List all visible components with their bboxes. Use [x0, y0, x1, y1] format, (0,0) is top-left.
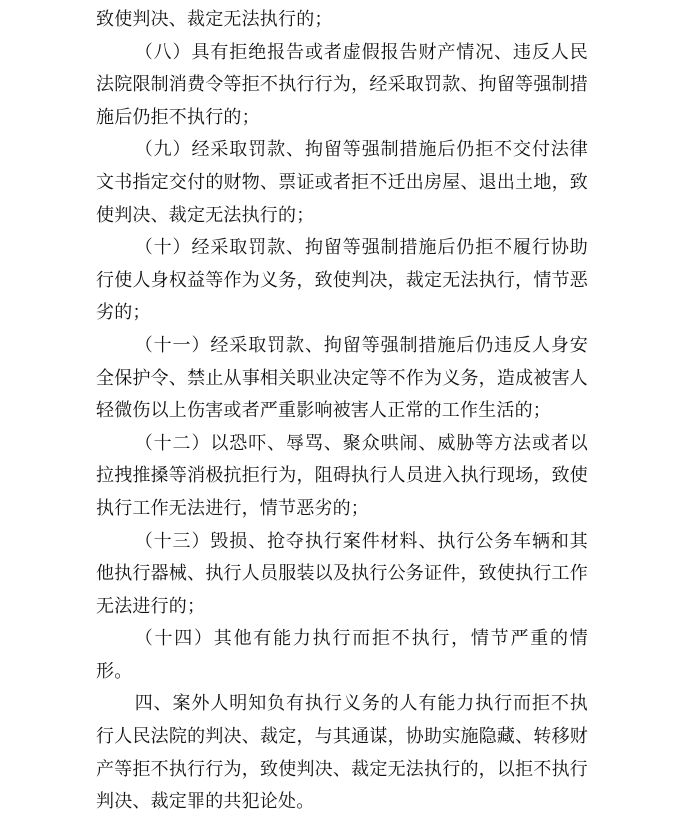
- paragraph-item-9: （九）经采取罚款、拘留等强制措施后仍拒不交付法律文书指定交付的财物、票证或者拒不迁出房屋、退出土地，致使判决、裁定无法执行的；: [96, 139, 588, 226]
- paragraph-item-14: （十四）其他有能力执行而拒不执行，情节严重的情形。: [96, 628, 588, 682]
- paragraph-section-4: 四、案外人明知负有执行义务的人有能力执行而拒不执行人民法院的判决、裁定，与其通谋，协助实施隐藏、转移财产等拒不执行行为，致使判决、裁定无法执行的，以拒不执行判决、裁定罪的共犯论处。: [96, 693, 588, 813]
- paragraph-item-11: （十一）经采取罚款、拘留等强制措施后仍违反人身安全保护令、禁止从事相关职业决定等不作为义务，造成被害人轻微伤以上伤害或者严重影响被害人正常的工作生活的；: [96, 334, 588, 422]
- paragraph-item-12: （十二）以恐吓、辱骂、聚众哄闹、威胁等方法或者以拉拽推搡等消极抗拒行为，阻碍执行人员进入执行现场，致使执行工作无法进行，情节恶劣的；: [96, 432, 588, 519]
- paragraph-continuation: 致使判决、裁定无法执行的；: [96, 9, 333, 30]
- paragraph-item-13: （十三）毁损、抢夺执行案件材料、执行公务车辆和其他执行器械、执行人员服装以及执行公务证件，致使执行工作无法进行的；: [96, 530, 588, 617]
- paragraph-item-8: （八）具有拒绝报告或者虚假报告财产情况、违反人民法院限制消费令等拒不执行行为，经采取罚款、拘留等强制措施后仍拒不执行的；: [96, 41, 588, 128]
- paragraph-item-10: （十）经采取罚款、拘留等强制措施后仍拒不履行协助行使人身权益等作为义务，致使判决，裁定无法执行，情节恶劣的；: [96, 237, 588, 324]
